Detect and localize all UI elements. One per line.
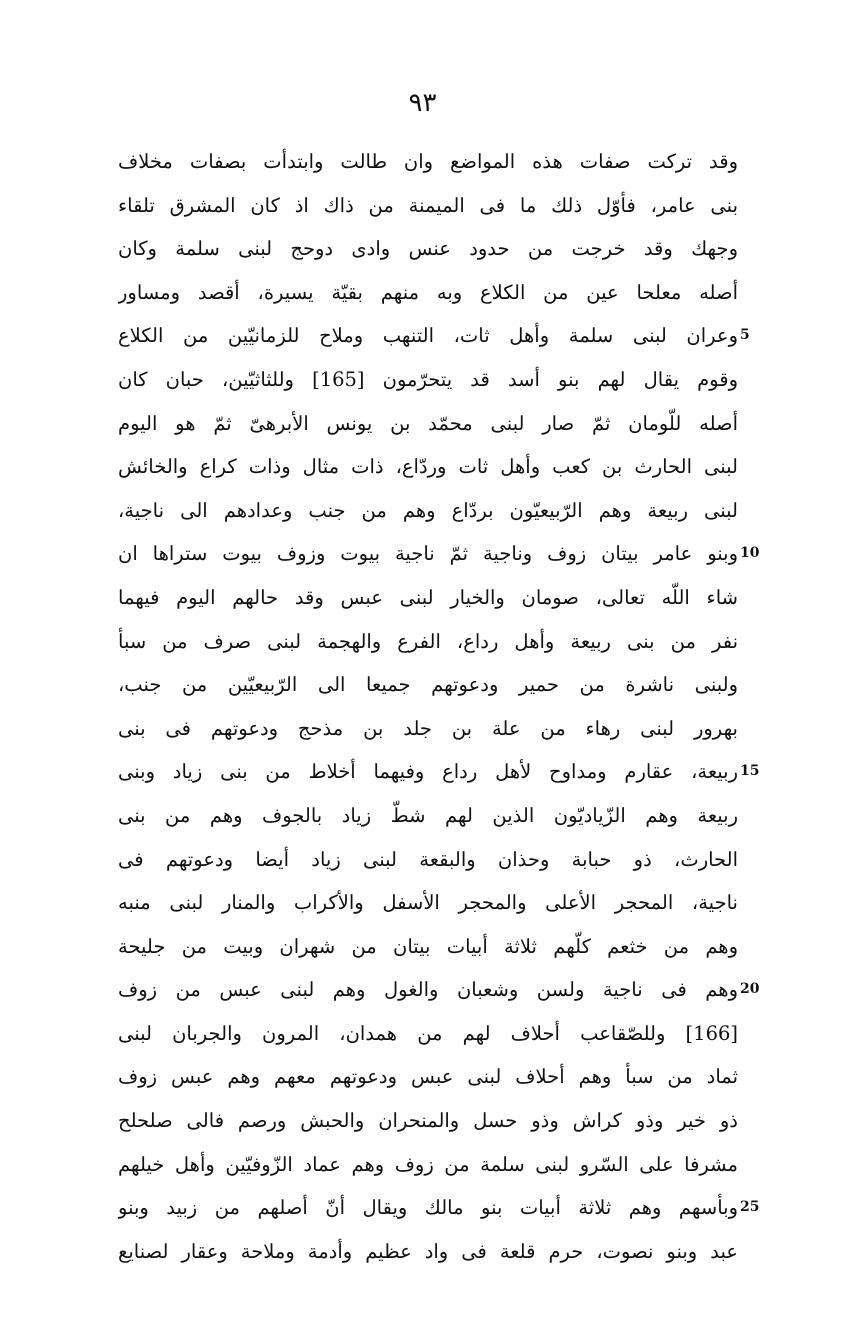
line-text: ربيعة وهم الزّياديّون الذين لهم شطّ زياد بالجوف وهم من بنى xyxy=(118,803,738,827)
text-line xyxy=(118,620,738,664)
line-text: ذو خير وذو كراش وذو حسل والمنحران والحبش ورصم فالى صلحلح xyxy=(118,1109,738,1133)
text-line xyxy=(118,838,738,882)
text-line xyxy=(118,271,738,315)
line-number: 10 xyxy=(740,545,760,562)
text-line xyxy=(118,532,760,576)
line-number: 15 xyxy=(740,763,760,780)
text-line xyxy=(118,576,738,620)
line-text: وبنو عامر بيتان زوف وناجية ثمّ ناجية بيوت وزوف بيوت ستراها ان xyxy=(118,542,738,566)
line-text: أصله معلحا عين من الكلاع وبه منهم بقيّة يسيرة، أقصد ومساور xyxy=(118,280,738,304)
text-line xyxy=(118,925,738,969)
text-line xyxy=(118,489,738,533)
line-text: لبنى ربيعة وهم الرّبيعيّون بردّاع وهم من جنب وعدادهم الى ناجية، xyxy=(118,498,738,522)
line-text: ولبنى ناشرة من حمير ودعوتهم جميعا الى الرّبيعيّين من جنب، xyxy=(118,673,738,697)
line-number: 25 xyxy=(740,1199,760,1216)
text-line xyxy=(118,140,738,184)
body-text xyxy=(118,140,760,1273)
text-line xyxy=(118,402,738,446)
text-line xyxy=(118,1099,738,1143)
line-text: [166] وللصّقاعب أحلاف لهم من همدان، المرون والجربان لبنى xyxy=(118,1021,738,1045)
text-line xyxy=(118,184,738,228)
text-line xyxy=(118,750,760,794)
line-text: وقد تركت صفات هذه المواضع وان طالت وابتدأت بصفات مخلاف xyxy=(118,150,738,173)
line-text: شاء اللّه تعالى، صومان والخيار لبنى عبس وقد حالهم اليوم فيهما xyxy=(118,585,738,609)
text-line xyxy=(118,445,738,489)
line-text: ثماد من سبأ وهم أحلاف لبنى عبس ودعوتهم معهم وهم عبس زوف xyxy=(118,1065,738,1089)
text-line xyxy=(118,227,738,271)
text-line xyxy=(118,968,760,1012)
text-line xyxy=(118,1143,738,1187)
text-line xyxy=(118,794,738,838)
line-text: ناجية، المحجر الأعلى والمحجر الأسفل والأكراب والمنار لبنى منبه xyxy=(118,891,738,915)
text-line xyxy=(118,1186,760,1230)
line-text: وهم من خثعم كلّهم ثلاثة أبيات بيتان من شهران وبيت من جليحة xyxy=(118,934,738,958)
page-number: ٩٣ xyxy=(408,88,437,118)
line-text: وعران لبنى سلمة وأهل ثات، التنهب وملاح للزمانيّين من الكلاع xyxy=(118,324,738,348)
text-line xyxy=(118,1055,738,1099)
line-text: لبنى الحارث بن كعب وأهل ثات وردّاع، ذات مثال وذات كراع والخائش xyxy=(118,455,738,479)
line-text: نفر من بنى ربيعة وأهل رداع، الفرع والهجمة لبنى صرف من سبأ xyxy=(118,629,738,653)
text-line xyxy=(118,881,738,925)
text-line xyxy=(118,358,738,402)
line-text: ربيعة، عقارم ومداوح لأهل رداع وفيهما أخلاط من بنى زياد وبنى xyxy=(118,760,738,784)
line-text: وبأسهم وهم ثلاثة أبيات بنو مالك ويقال أنّ أصلهم من زبيد وبنو xyxy=(118,1196,738,1220)
text-line xyxy=(118,663,738,707)
text-line xyxy=(118,314,750,358)
line-text: الحارث، ذو حبابة وحذان والبقعة لبنى زياد أيضا ودعوتهم فى xyxy=(118,847,738,871)
line-text: وقوم يقال لهم بنو أسد قد يتحرّمون [165] وللثاثيّين، حبان كان xyxy=(118,367,738,391)
text-line xyxy=(118,1230,738,1274)
text-line xyxy=(118,1012,738,1056)
line-text: أصله للّومان ثمّ صار لبنى محمّد بن يونس الأبرهىّ ثمّ هو اليوم xyxy=(118,411,738,435)
line-text: عبد وبنو نصوت، حرم قلعة فى واد عظيم وأدمة وملاحة وعقار لصنايع xyxy=(118,1239,738,1263)
line-number: 5 xyxy=(740,327,750,344)
line-text: وجهك وقد خرجت من حدود عنس وادى دوحج لبنى سلمة وكان xyxy=(118,237,738,261)
line-number: 20 xyxy=(740,981,760,998)
line-text: بهرور لبنى رهاء من علة بن جلد بن مذحج ودعوتهم فى بنى xyxy=(118,716,738,740)
line-text: مشرفا على السّرو لبنى سلمة من زوف وهم عماد الزّوفيّين وأهل خيلهم xyxy=(118,1152,738,1176)
text-line xyxy=(118,707,738,751)
line-text: بنى عامر، فأوّل ذلك ما فى الميمنة من ذاك اذ كان المشرق تلقاء xyxy=(118,193,738,217)
line-text: وهم فى ناجية ولسن وشعبان والغول وهم لبنى عبس من زوف xyxy=(118,978,738,1002)
